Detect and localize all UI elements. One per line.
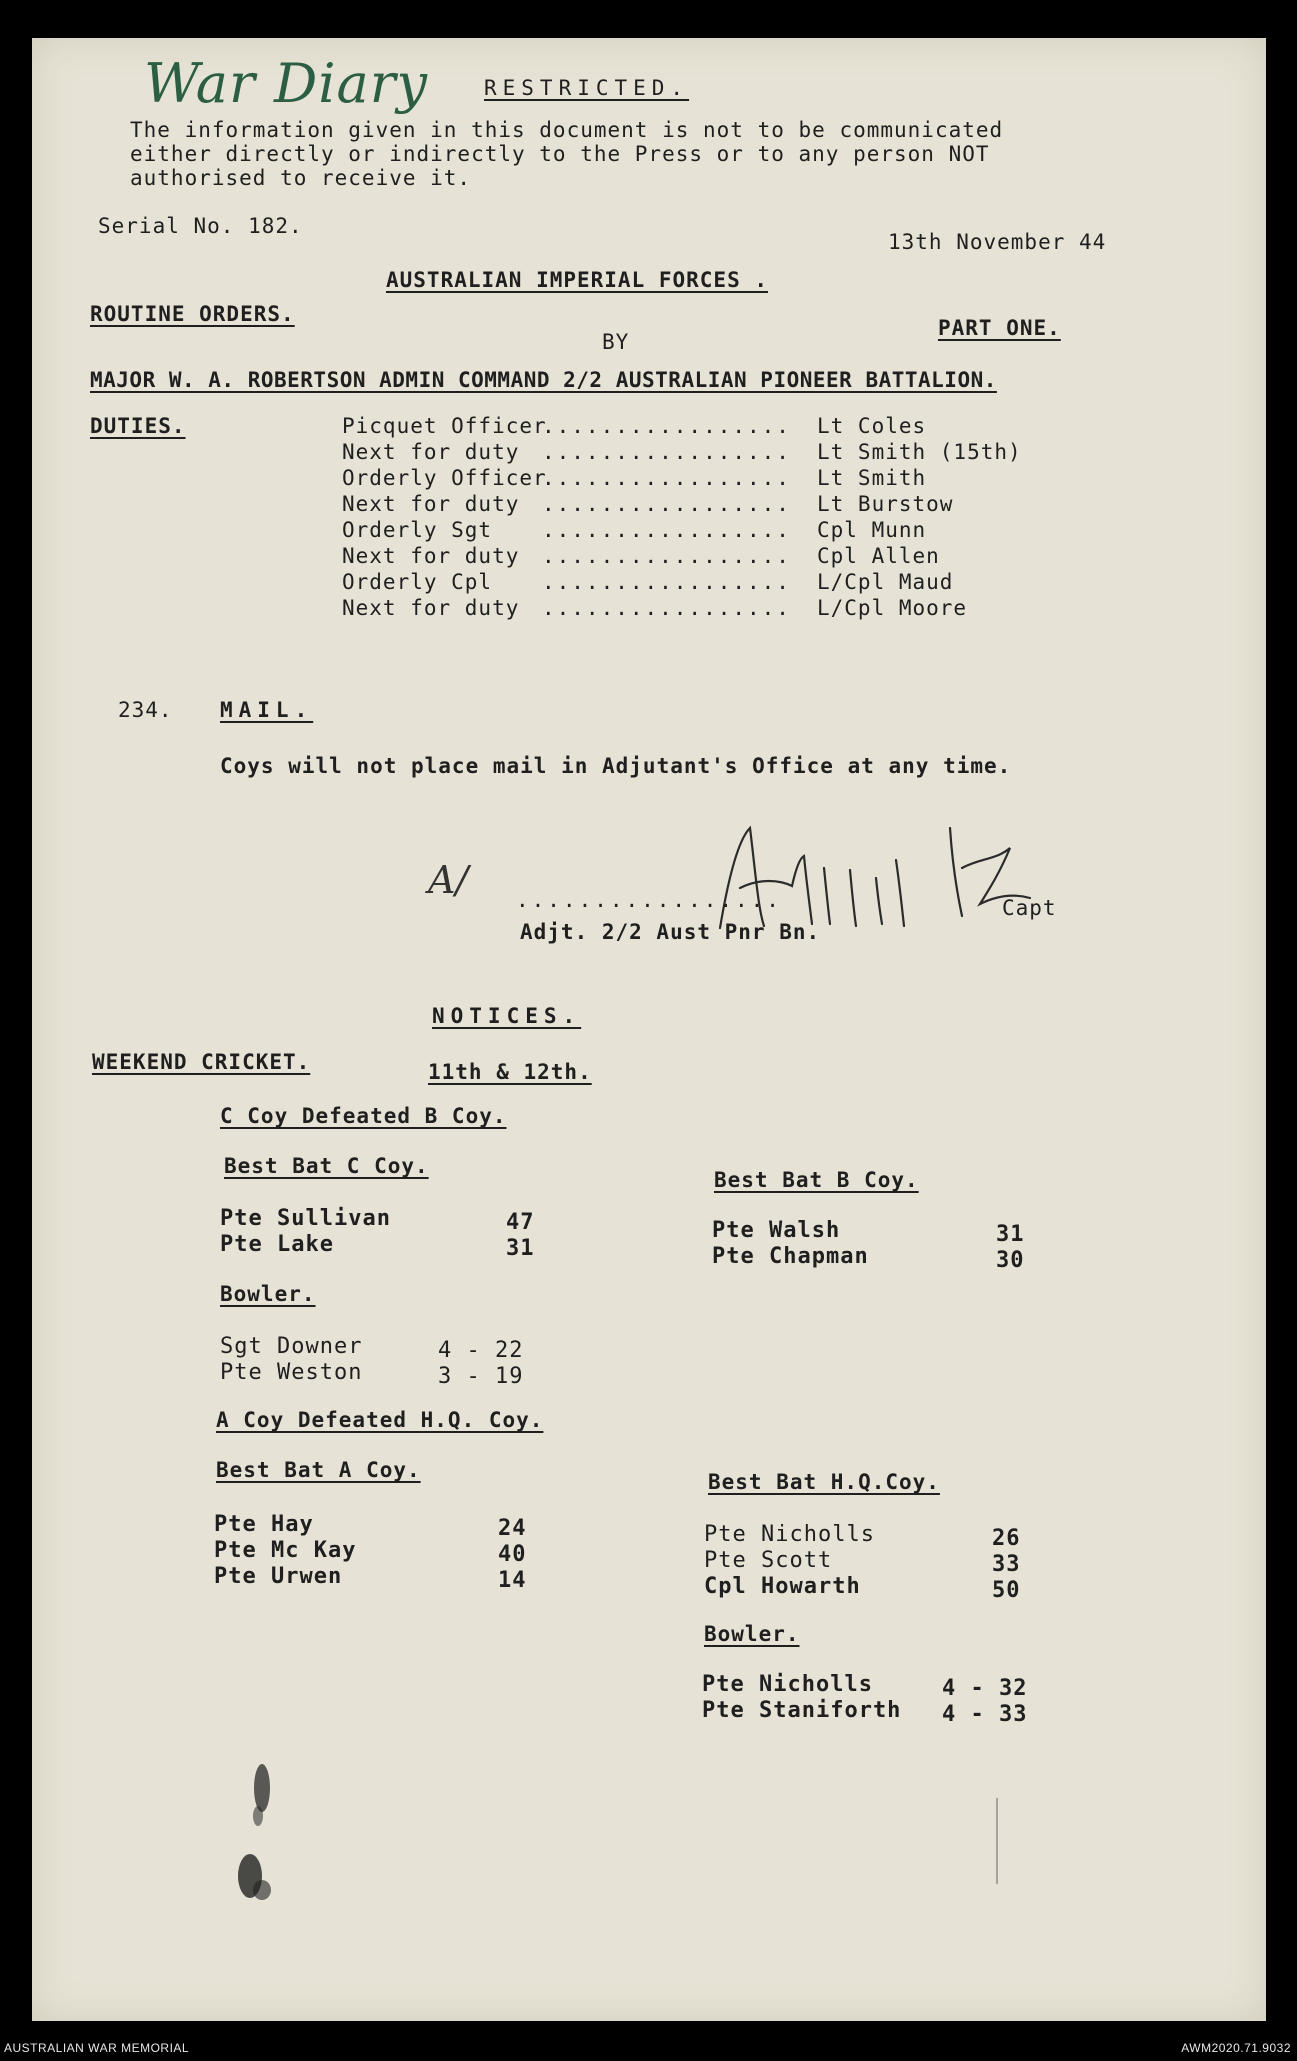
bowler-figures: 3 - 19 <box>438 1364 524 1389</box>
serial-number: Serial No. 182. <box>98 214 303 238</box>
signature-rank: Capt <box>1002 896 1057 920</box>
batter-row: Pte Walsh <box>712 1218 841 1243</box>
force-title: AUSTRALIAN IMPERIAL FORCES . <box>386 268 769 292</box>
batter-score: 30 <box>996 1248 1025 1273</box>
batter-row: Cpl Howarth <box>704 1574 861 1599</box>
match2-bowler-heading: Bowler. <box>704 1622 800 1646</box>
restriction-notice <box>130 118 1003 190</box>
notice-line: authorised to receive it. <box>130 166 472 190</box>
match2-left-heading: Best Bat A Coy. <box>216 1458 421 1482</box>
order-text: Coys will not place mail in Adjutant's Office at any time. <box>220 754 1012 778</box>
match1-left-heading: Best Bat C Coy. <box>224 1154 429 1178</box>
notices-heading: NOTICES. <box>432 1004 582 1028</box>
part-label: PART ONE. <box>938 316 1061 340</box>
batter-row: Pte Lake <box>220 1232 334 1257</box>
handwritten-war-diary: War Diary <box>144 52 429 115</box>
batter-score: 31 <box>506 1236 535 1261</box>
ink-smudge <box>222 1758 292 1918</box>
match2-right-heading: Best Bat H.Q.Coy. <box>708 1470 940 1494</box>
signature-prefix: A/ <box>428 858 469 902</box>
document-date: 13th November 44 <box>888 230 1107 254</box>
classification-label: RESTRICTED. <box>484 76 690 100</box>
order-title: MAIL. <box>220 698 314 722</box>
ink-mark <box>992 1798 1002 1888</box>
duties-heading: DUTIES. <box>90 414 186 438</box>
bowler-figures: 4 - 33 <box>942 1702 1028 1727</box>
match1-bowler-heading: Bowler. <box>220 1282 316 1306</box>
batter-row: Pte Scott <box>704 1548 833 1573</box>
match1-right-heading: Best Bat B Coy. <box>714 1168 919 1192</box>
batter-score: 40 <box>498 1542 527 1567</box>
bowler-row: Sgt Downer <box>220 1334 363 1359</box>
match2-title: A Coy Defeated H.Q. Coy. <box>216 1408 544 1432</box>
bowler-row: Pte Staniforth <box>702 1698 902 1723</box>
batter-score: 33 <box>992 1552 1021 1577</box>
batter-score: 47 <box>506 1210 535 1235</box>
cricket-dates: 11th & 12th. <box>428 1060 592 1084</box>
batter-row: Pte Nicholls <box>704 1522 875 1547</box>
batter-score: 26 <box>992 1526 1021 1551</box>
order-number: 234. <box>118 698 173 722</box>
batter-row: Pte Urwen <box>214 1564 343 1589</box>
duties-list: Picquet Officer ................. Lt Coles Next for duty ................. Lt Smith (15th) Orderly Officer ................. Lt Smith Next for duty ................. Lt Burstow Orderly Sgt ................. Cpl Munn Next for duty ................. Cpl Allen Orderly Cpl ................. L/Cpl Maud Next for duty ................. L/Cpl Moore <box>342 414 1022 620</box>
notice-line: The information given in this document is not to be communicated <box>130 118 1004 142</box>
footer-reference: AWM2020.71.9032 <box>1181 2041 1291 2055</box>
bowler-row: Pte Nicholls <box>702 1672 873 1697</box>
notice-line: either directly or indirectly to the Press or to any person NOT <box>130 142 990 166</box>
cricket-heading: WEEKEND CRICKET. <box>92 1050 311 1074</box>
signature-title: Adjt. 2/2 Aust Pnr Bn. <box>520 920 821 944</box>
batter-score: 50 <box>992 1578 1021 1603</box>
batter-row: Pte Chapman <box>712 1244 869 1269</box>
batter-score: 14 <box>498 1568 527 1593</box>
document-page <box>32 38 1266 2021</box>
batter-score: 24 <box>498 1516 527 1541</box>
batter-row: Pte Sullivan <box>220 1206 391 1231</box>
bowler-row: Pte Weston <box>220 1360 363 1385</box>
batter-row: Pte Mc Kay <box>214 1538 357 1563</box>
routine-orders-title: ROUTINE ORDERS. <box>90 302 295 326</box>
bowler-figures: 4 - 32 <box>942 1676 1028 1701</box>
footer-source: AUSTRALIAN WAR MEMORIAL <box>4 2041 190 2055</box>
batter-score: 31 <box>996 1222 1025 1247</box>
batter-row: Pte Hay <box>214 1512 314 1537</box>
match1-title: C Coy Defeated B Coy. <box>220 1104 507 1128</box>
signature-dots: ................. <box>516 888 782 912</box>
bowler-figures: 4 - 22 <box>438 1338 524 1363</box>
commander-line: MAJOR W. A. ROBERTSON ADMIN COMMAND 2/2 AUSTRALIAN PIONEER BATTALION. <box>90 368 997 392</box>
by-label: BY <box>602 330 630 354</box>
